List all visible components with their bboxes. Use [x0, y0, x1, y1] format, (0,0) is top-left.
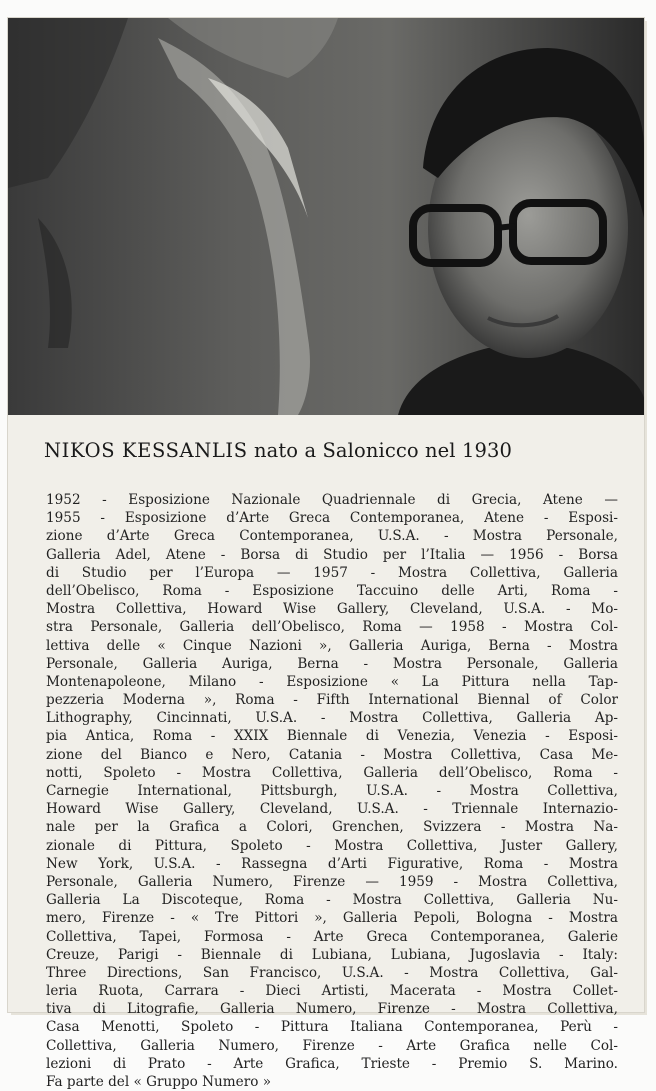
- portrait-photo-icon: [8, 18, 644, 415]
- bio-line: 1952 - Esposizione Nazionale Quadriennale di Grecia, Atene —: [46, 492, 618, 508]
- bio-line: mero, Firenze - « Tre Pittori », Galleria Pepoli, Bologna - Mostra: [46, 910, 618, 927]
- bio-line: dell’Obelisco, Roma - Esposizione Taccuino delle Arti, Roma -: [46, 582, 618, 599]
- bio-line: Personale, Galleria Numero, Firenze — 1959 - Mostra Collettiva,: [46, 873, 618, 890]
- bio-line: Casa Menotti, Spoleto - Pittura Italiana Contemporanea, Perù -: [46, 1019, 618, 1036]
- biography-section: [36, 415, 624, 1090]
- bio-line: New York, U.S.A. - Rassegna d’Arti Figurative, Roma - Mostra: [46, 855, 618, 872]
- bio-line: lezioni di Prato - Arte Grafica, Trieste - Premio S. Marino.: [46, 1055, 618, 1072]
- bio-line: pia Antica, Roma - XXIX Biennale di Venezia, Venezia - Esposi-: [46, 728, 618, 745]
- bio-line: Galleria La Discoteque, Roma - Mostra Collettiva, Galleria Nu-: [46, 892, 618, 909]
- bio-line: leria Ruota, Carrara - Dieci Artisti, Macerata - Mostra Collet-: [46, 983, 618, 1000]
- bio-line: Montenapoleone, Milano - Esposizione « La Pittura nella Tap-: [46, 673, 618, 690]
- bio-line: stra Personale, Galleria dell’Obelisco, Roma — 1958 - Mostra Col-: [46, 619, 618, 636]
- bio-line: Howard Wise Gallery, Cleveland, U.S.A. - Triennale Internazio-: [46, 801, 618, 818]
- bio-line: Collettiva, Galleria Numero, Firenze - Arte Grafica nelle Col-: [46, 1037, 618, 1054]
- bio-line: Lithography, Cincinnati, U.S.A. - Mostra Collettiva, Galleria Ap-: [46, 710, 618, 727]
- bio-line: nale per la Grafica a Colori, Grenchen, Svizzera - Mostra Na-: [46, 819, 618, 836]
- bio-line: Mostra Collettiva, Howard Wise Gallery, Cleveland, U.S.A. - Mo-: [46, 601, 618, 618]
- bio-line: notti, Spoleto - Mostra Collettiva, Galleria dell’Obelisco, Roma -: [46, 764, 618, 781]
- bio-line: zione del Bianco e Nero, Catania - Mostra Collettiva, Casa Me-: [46, 746, 618, 763]
- exhibition-list: [46, 491, 618, 1091]
- bio-line: pezzeria Moderna », Roma - Fifth International Biennal of Color: [46, 692, 618, 709]
- bio-line: Fa parte del « Gruppo Numero »: [46, 1074, 272, 1090]
- biography-card: [8, 18, 644, 1090]
- bio-line: 1955 - Esposizione d’Arte Greca Contemporanea, Atene - Esposi-: [46, 510, 618, 527]
- bio-line: lettiva delle « Cinque Nazioni », Galleria Auriga, Berna - Mostra: [46, 637, 618, 654]
- portrait-photo: [8, 18, 644, 415]
- bio-line: zionale di Pittura, Spoleto - Mostra Collettiva, Juster Gallery,: [46, 837, 618, 854]
- bio-line: Carnegie International, Pittsburgh, U.S.A. - Mostra Collettiva,: [46, 783, 618, 799]
- bio-line: Collettiva, Tapei, Formosa - Arte Greca Contemporanea, Galerie: [46, 928, 618, 945]
- artist-name: NIKOS KESSANLIS: [44, 439, 248, 462]
- bio-line: Galleria Adel, Atene - Borsa di Studio per l’Italia — 1956 - Borsa: [46, 546, 618, 563]
- birth-info: nato a Salonicco nel 1930: [247, 439, 512, 462]
- bio-line: di Studio per l’Europa — 1957 - Mostra Collettiva, Galleria: [46, 564, 618, 581]
- page-title: [44, 439, 512, 462]
- bio-line: zione d’Arte Greca Contemporanea, U.S.A. - Mostra Personale,: [46, 528, 618, 545]
- bio-line: tiva di Litografie, Galleria Numero, Firenze - Mostra Collettiva,: [46, 1001, 618, 1018]
- bio-line: Creuze, Parigi - Biennale di Lubiana, Lubiana, Jugoslavia - Italy:: [46, 946, 618, 963]
- bio-line: Three Directions, San Francisco, U.S.A. - Mostra Collettiva, Gal-: [46, 964, 618, 981]
- bio-line: Personale, Galleria Auriga, Berna - Mostra Personale, Galleria: [46, 655, 618, 672]
